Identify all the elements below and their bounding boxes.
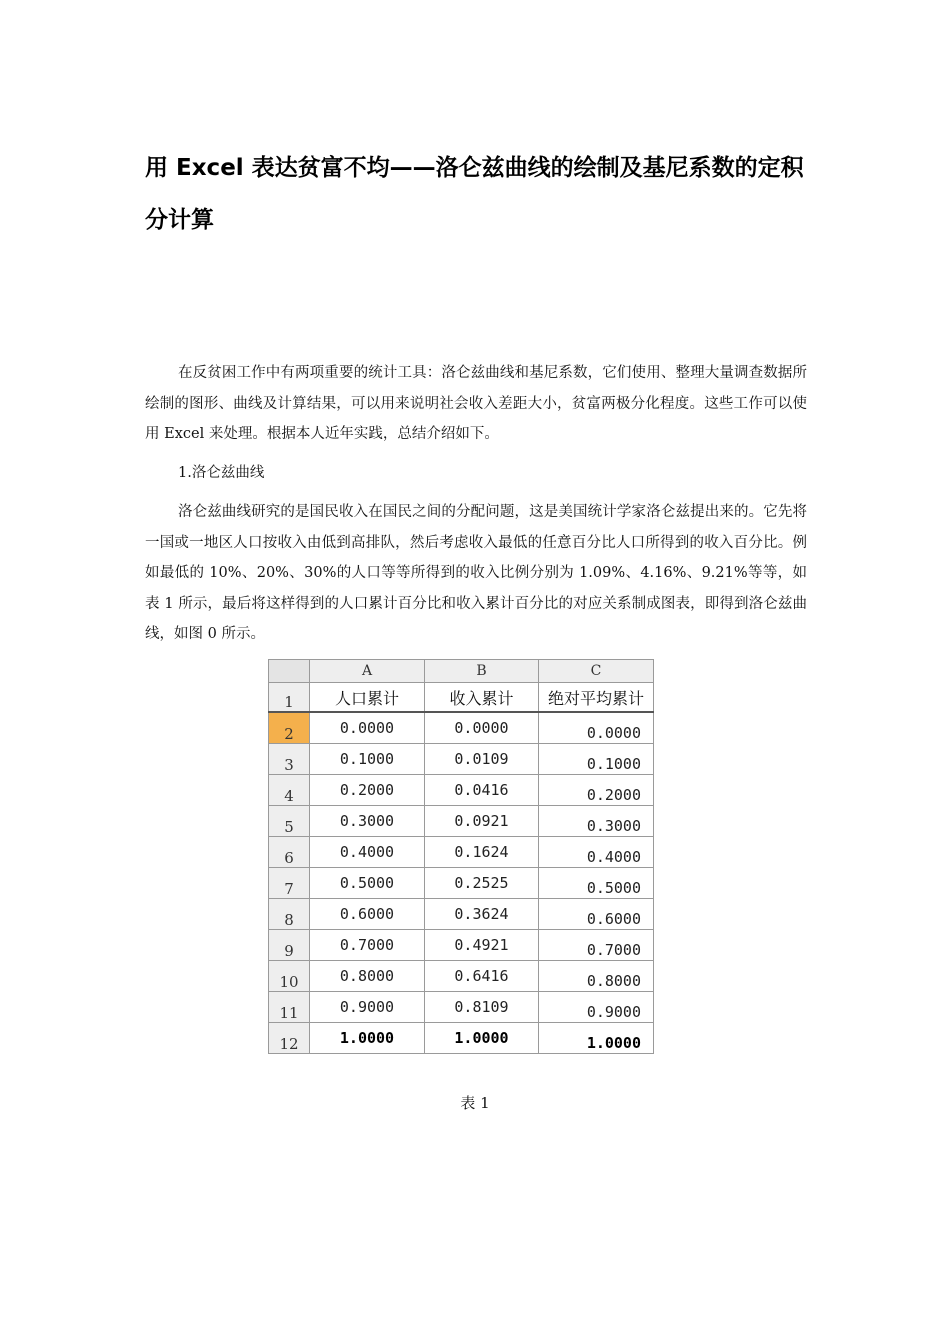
table-row [269, 837, 654, 868]
cell-equality[interactable]: 0.3000 [539, 806, 654, 837]
cell-income[interactable]: 0.4921 [425, 930, 539, 961]
cell-equality[interactable]: 0.6000 [539, 899, 654, 930]
select-all-corner[interactable] [269, 660, 310, 683]
row-header[interactable]: 7 [269, 868, 310, 899]
cell-equality[interactable]: 0.5000 [539, 868, 654, 899]
cell-equality[interactable]: 0.0000 [539, 712, 654, 744]
cell-income[interactable]: 0.0416 [425, 775, 539, 806]
cell-population[interactable]: 0.9000 [310, 992, 425, 1023]
cell-income[interactable]: 0.0000 [425, 712, 539, 744]
column-header-a[interactable]: A [310, 660, 425, 683]
column-header-c[interactable]: C [539, 660, 654, 683]
cell-population[interactable]: 1.0000 [310, 1023, 425, 1054]
column-header-b[interactable]: B [425, 660, 539, 683]
row-header[interactable]: 4 [269, 775, 310, 806]
table-row [269, 806, 654, 837]
table-row [269, 775, 654, 806]
cell-income[interactable]: 0.6416 [425, 961, 539, 992]
table-row [269, 930, 654, 961]
lorenz-paragraph: 洛仑兹曲线研究的是国民收入在国民之间的分配问题，这是美国统计学家洛仑兹提出来的。它先将一国或一地区人口按收入由低到高排队，然后考虑收入最低的任意百分比人口所得到的收入百分比。例如最低的 10%、20%、30%的人口等等所得到的收入比例分别为 1.09%、4.16%、9.21%等等，如表 1 所示，最后将这样得到的人口累计百分比和收入累计百分比的对应关系制成图表，即得到洛仑兹曲线，如图 0 所示。 [145, 504, 807, 642]
row-header[interactable]: 9 [269, 930, 310, 961]
cell-population[interactable]: 0.7000 [310, 930, 425, 961]
cell-population[interactable]: 0.3000 [310, 806, 425, 837]
spreadsheet-table [268, 659, 654, 1054]
cell-equality[interactable]: 0.7000 [539, 930, 654, 961]
cell-population[interactable]: 0.5000 [310, 868, 425, 899]
cell-equality[interactable]: 0.1000 [539, 744, 654, 775]
row-header[interactable]: 1 [269, 683, 310, 713]
cell-income[interactable]: 1.0000 [425, 1023, 539, 1054]
header-cell-income[interactable]: 收入累计 [425, 683, 539, 713]
cell-equality[interactable]: 1.0000 [539, 1023, 654, 1054]
row-header[interactable]: 11 [269, 992, 310, 1023]
row-header[interactable]: 6 [269, 837, 310, 868]
cell-population[interactable]: 0.6000 [310, 899, 425, 930]
document-title: 用 Excel 表达贫富不均——洛仑兹曲线的绘制及基尼系数的定积分计算 [145, 155, 804, 233]
cell-equality[interactable]: 0.8000 [539, 961, 654, 992]
row-header[interactable]: 2 [269, 712, 310, 744]
cell-income[interactable]: 0.3624 [425, 899, 539, 930]
table-row [269, 961, 654, 992]
cell-population[interactable]: 0.4000 [310, 837, 425, 868]
cell-income[interactable]: 0.2525 [425, 868, 539, 899]
cell-income[interactable]: 0.0109 [425, 744, 539, 775]
header-cell-equality[interactable]: 绝对平均累计 [539, 683, 654, 713]
cell-equality[interactable]: 0.2000 [539, 775, 654, 806]
table-row [269, 1023, 654, 1054]
cell-population[interactable]: 0.0000 [310, 712, 425, 744]
cell-income[interactable]: 0.0921 [425, 806, 539, 837]
cell-income[interactable]: 0.1624 [425, 837, 539, 868]
sheet-header-row [269, 683, 654, 713]
spreadsheet-screenshot [268, 659, 655, 1061]
cell-population[interactable]: 0.1000 [310, 744, 425, 775]
table-row [269, 744, 654, 775]
row-header[interactable]: 12 [269, 1023, 310, 1054]
cell-income[interactable]: 0.8109 [425, 992, 539, 1023]
table-row [269, 712, 654, 744]
cell-population[interactable]: 0.8000 [310, 961, 425, 992]
intro-paragraph: 在反贫困工作中有两项重要的统计工具：洛仑兹曲线和基尼系数，它们使用、整理大量调查数据所绘制的图形、曲线及计算结果，可以用来说明社会收入差距大小，贫富两极分化程度。这些工作可以使用 Excel 来处理。根据本人近年实践，总结介绍如下。 [145, 365, 807, 442]
row-header[interactable]: 8 [269, 899, 310, 930]
row-header[interactable]: 3 [269, 744, 310, 775]
column-header-row [269, 660, 654, 683]
table-row [269, 992, 654, 1023]
cell-equality[interactable]: 0.9000 [539, 992, 654, 1023]
row-header[interactable]: 5 [269, 806, 310, 837]
row-header[interactable]: 10 [269, 961, 310, 992]
header-cell-population[interactable]: 人口累计 [310, 683, 425, 713]
table-row [269, 899, 654, 930]
section-heading-lorenz: 1.洛仑兹曲线 [178, 465, 265, 481]
cell-equality[interactable]: 0.4000 [539, 837, 654, 868]
cell-population[interactable]: 0.2000 [310, 775, 425, 806]
table-row [269, 868, 654, 899]
table-caption: 表 1 [460, 1094, 490, 1112]
